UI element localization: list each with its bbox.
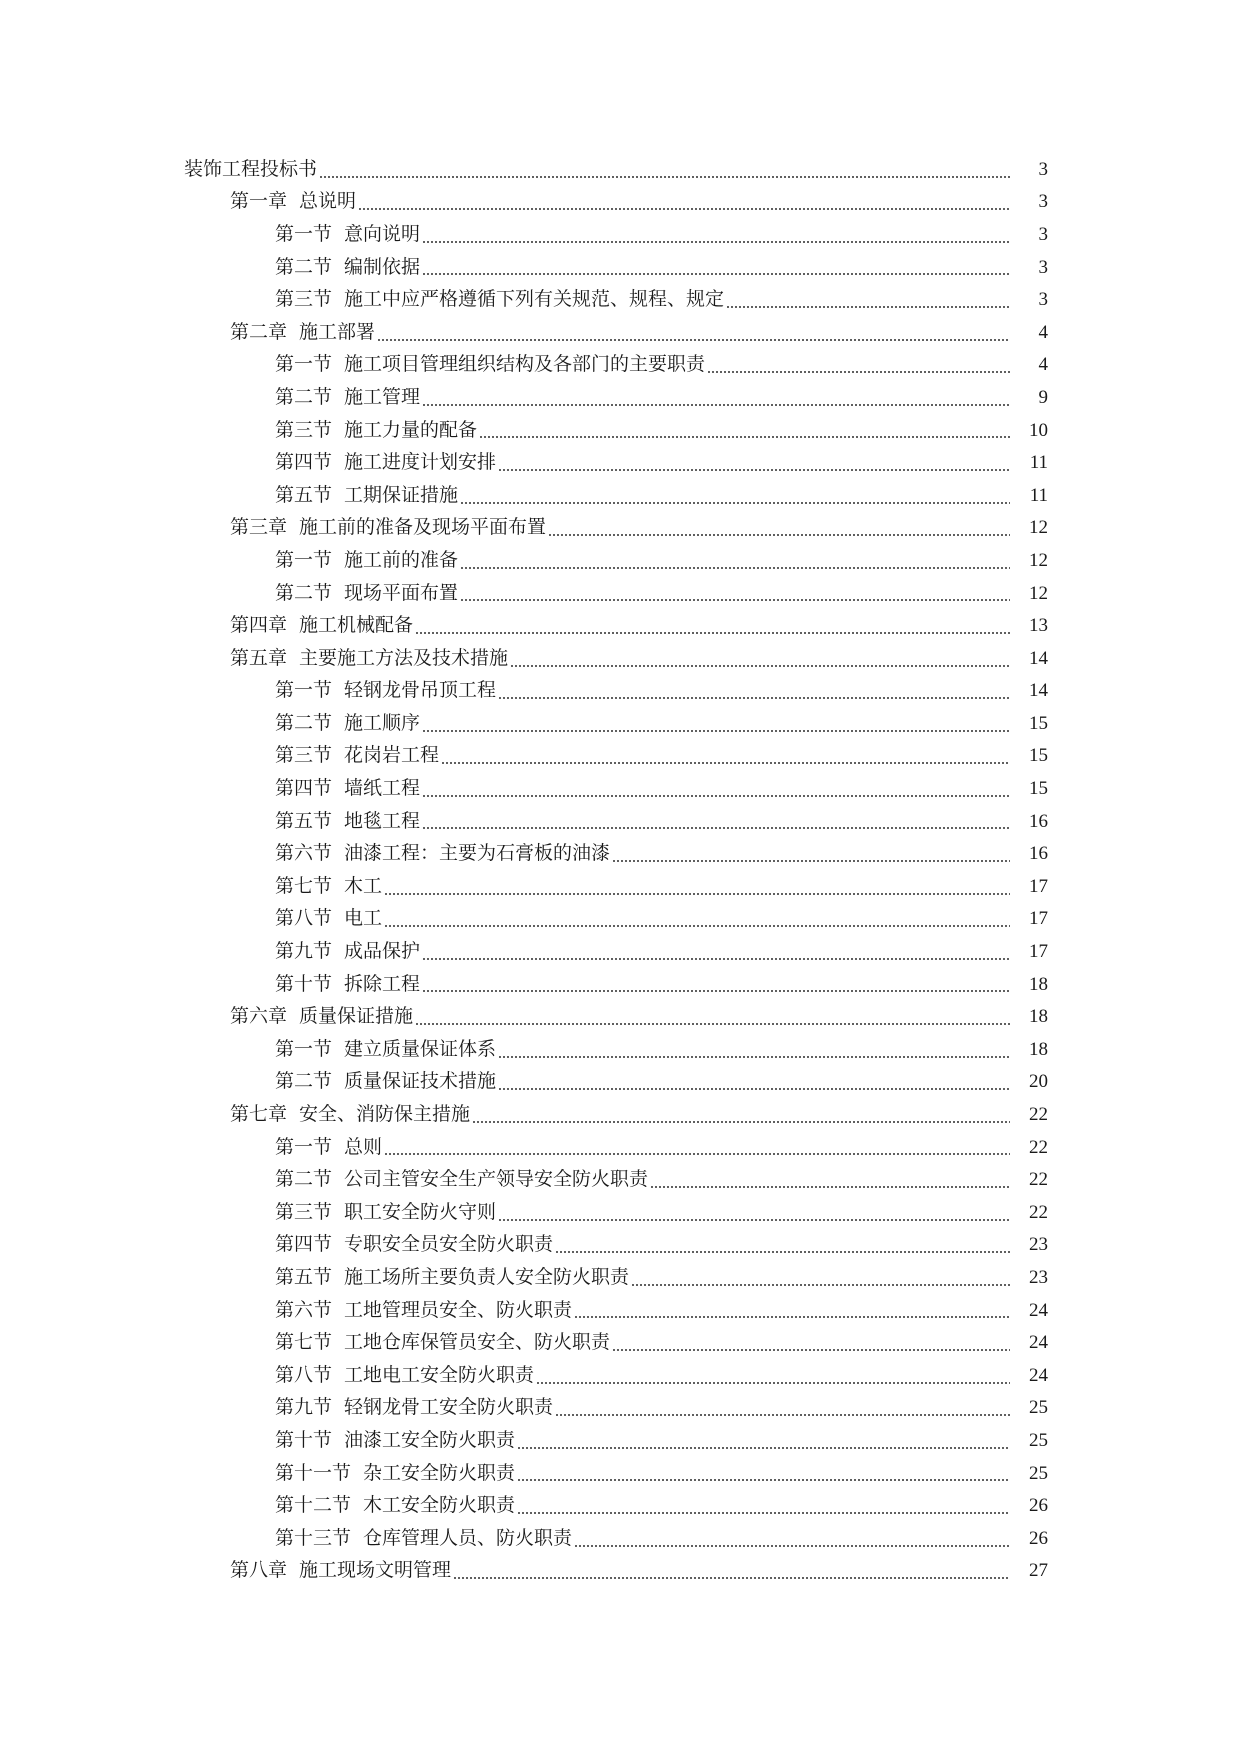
toc-entry-number: 第九节 xyxy=(275,940,333,963)
toc-page-number: 4 xyxy=(1038,321,1048,343)
toc-entry-number: 第七节 xyxy=(275,874,333,897)
toc-entry-title: 施工中应严格遵循下列有关规范、规程、规定 xyxy=(344,288,725,311)
toc-entry[interactable] xyxy=(0,577,1241,610)
toc-entry-number: 第三节 xyxy=(275,1200,333,1223)
toc-page-number: 24 xyxy=(1029,1299,1048,1321)
toc-page-number: 3 xyxy=(1038,256,1048,278)
toc-dot-leader xyxy=(517,1512,1010,1514)
toc-dot-leader xyxy=(517,1447,1010,1449)
toc-entry[interactable] xyxy=(0,805,1241,838)
toc-dot-leader xyxy=(650,1186,1010,1188)
toc-page-number: 25 xyxy=(1029,1397,1048,1419)
toc-dot-leader xyxy=(422,990,1010,992)
toc-entry[interactable] xyxy=(0,935,1241,968)
toc-entry-title: 工地管理员安全、防火职责 xyxy=(344,1298,573,1321)
toc-dot-leader xyxy=(422,958,1010,960)
toc-entry-title: 施工顺序 xyxy=(344,711,421,734)
toc-entry-title: 油漆工程：主要为石膏板的油漆 xyxy=(344,842,611,865)
toc-entry-number: 第十节 xyxy=(275,972,333,995)
toc-dot-leader xyxy=(548,534,1010,536)
toc-entry[interactable] xyxy=(0,772,1241,805)
toc-page-number: 15 xyxy=(1029,712,1048,734)
toc-page-number: 3 xyxy=(1038,223,1048,245)
toc-dot-leader xyxy=(422,404,1010,406)
toc-entry-title: 油漆工安全防火职责 xyxy=(344,1428,516,1451)
toc-page-number: 15 xyxy=(1029,745,1048,767)
toc-entry-title: 质量保证技术措施 xyxy=(344,1070,497,1093)
toc-page-number: 3 xyxy=(1038,191,1048,213)
toc-dot-leader xyxy=(498,1056,1010,1058)
toc-page-number: 3 xyxy=(1038,289,1048,311)
toc-entry-number: 第四节 xyxy=(275,1233,333,1256)
toc-entry-title: 杂工安全防火职责 xyxy=(363,1461,516,1484)
toc-entry[interactable] xyxy=(0,153,1241,186)
toc-entry-number: 第十二节 xyxy=(275,1494,352,1517)
toc-entry-number: 第二节 xyxy=(275,581,333,604)
toc-entry-number: 第二节 xyxy=(275,1168,333,1191)
toc-entry-title: 编制依据 xyxy=(344,255,421,278)
toc-dot-leader xyxy=(707,371,1010,373)
toc-page-number: 14 xyxy=(1029,680,1048,702)
toc-entry[interactable] xyxy=(0,218,1241,251)
toc-page-number: 16 xyxy=(1029,810,1048,832)
toc-entry[interactable] xyxy=(0,609,1241,642)
toc-entry[interactable] xyxy=(0,512,1241,545)
toc-dot-leader xyxy=(422,241,1010,243)
toc-entry-number: 第二节 xyxy=(275,711,333,734)
toc-entry-number: 第十一节 xyxy=(275,1461,352,1484)
toc-dot-leader xyxy=(555,1251,1010,1253)
toc-entry-number: 第一章 xyxy=(230,190,288,213)
toc-entry-title: 施工进度计划安排 xyxy=(344,451,497,474)
toc-entry[interactable] xyxy=(0,1229,1241,1262)
toc-dot-leader xyxy=(498,697,1010,699)
toc-entry-title: 施工场所主要负责人安全防火职责 xyxy=(344,1265,630,1288)
toc-page-number: 26 xyxy=(1029,1495,1048,1517)
toc-page-number: 22 xyxy=(1029,1136,1048,1158)
toc-dot-leader xyxy=(384,893,1010,895)
toc-page-number: 24 xyxy=(1029,1364,1048,1386)
toc-entry-title: 轻钢龙骨工安全防火职责 xyxy=(344,1396,554,1419)
toc-dot-leader xyxy=(422,273,1010,275)
toc-entry[interactable] xyxy=(0,1522,1241,1555)
toc-entry[interactable] xyxy=(0,186,1241,219)
toc-page-number: 15 xyxy=(1029,778,1048,800)
toc-entry[interactable] xyxy=(0,1326,1241,1359)
toc-entry-title: 专职安全员安全防火职责 xyxy=(344,1233,554,1256)
toc-page-number: 18 xyxy=(1029,973,1048,995)
toc-entry-title: 仓库管理人员、防火职责 xyxy=(363,1526,573,1549)
toc-page-number: 13 xyxy=(1029,615,1048,637)
toc-entry-title: 意向说明 xyxy=(344,222,421,245)
toc-page-number: 11 xyxy=(1029,484,1048,506)
toc-page-number: 17 xyxy=(1029,908,1048,930)
toc-page-number: 9 xyxy=(1038,386,1048,408)
toc-dot-leader xyxy=(498,469,1010,471)
toc-entry-title: 装饰工程投标书 xyxy=(184,157,318,180)
toc-entry-number: 第四节 xyxy=(275,777,333,800)
toc-entry[interactable] xyxy=(0,1131,1241,1164)
toc-entry[interactable] xyxy=(0,1261,1241,1294)
toc-entry[interactable] xyxy=(0,642,1241,675)
toc-entry[interactable] xyxy=(0,870,1241,903)
toc-entry-title: 工地仓库保管员安全、防火职责 xyxy=(344,1331,611,1354)
toc-entry-number: 第七节 xyxy=(275,1331,333,1354)
toc-dot-leader xyxy=(460,502,1010,504)
toc-entry[interactable] xyxy=(0,349,1241,382)
toc-entry[interactable] xyxy=(0,1163,1241,1196)
toc-dot-leader xyxy=(498,1219,1010,1221)
toc-entry-title: 施工现场文明管理 xyxy=(299,1559,452,1582)
toc-entry-number: 第五章 xyxy=(230,646,288,669)
toc-entry-number: 第六章 xyxy=(230,1005,288,1028)
toc-page-number: 23 xyxy=(1029,1266,1048,1288)
toc-page-number: 20 xyxy=(1029,1071,1048,1093)
toc-entry[interactable] xyxy=(0,707,1241,740)
toc-entry-title: 墙纸工程 xyxy=(344,777,421,800)
toc-entry[interactable] xyxy=(0,479,1241,512)
toc-dot-leader xyxy=(479,436,1010,438)
toc-page-number: 10 xyxy=(1029,419,1048,441)
toc-dot-leader xyxy=(574,1545,1010,1547)
toc-dot-leader xyxy=(358,208,1010,210)
toc-dot-leader xyxy=(460,567,1010,569)
toc-entry-number: 第六节 xyxy=(275,842,333,865)
toc-entry[interactable] xyxy=(0,1424,1241,1457)
toc-entry-title: 电工 xyxy=(344,907,383,930)
toc-entry-number: 第九节 xyxy=(275,1396,333,1419)
toc-entry[interactable] xyxy=(0,1392,1241,1425)
toc-entry-title: 主要施工方法及技术措施 xyxy=(299,646,509,669)
toc-dot-leader xyxy=(384,1153,1010,1155)
toc-dot-leader xyxy=(517,1479,1010,1481)
toc-page-number: 23 xyxy=(1029,1234,1048,1256)
toc-entry-number: 第一节 xyxy=(275,679,333,702)
table-of-contents xyxy=(0,153,1241,1587)
toc-entry-number: 第一节 xyxy=(275,1037,333,1060)
toc-dot-leader xyxy=(472,1121,1010,1123)
toc-entry-number: 第一节 xyxy=(275,353,333,376)
toc-dot-leader xyxy=(377,339,1010,341)
toc-dot-leader xyxy=(574,1316,1010,1318)
toc-dot-leader xyxy=(510,665,1010,667)
toc-entry[interactable] xyxy=(0,1489,1241,1522)
toc-entry[interactable] xyxy=(0,1457,1241,1490)
toc-entry-title: 施工力量的配备 xyxy=(344,418,478,441)
toc-entry-title: 公司主管安全生产领导安全防火职责 xyxy=(344,1168,649,1191)
toc-entry-number: 第五节 xyxy=(275,1265,333,1288)
toc-page-number: 4 xyxy=(1038,354,1048,376)
toc-entry-title: 施工管理 xyxy=(344,385,421,408)
toc-entry-title: 现场平面布置 xyxy=(344,581,459,604)
toc-entry[interactable] xyxy=(0,1033,1241,1066)
toc-page-number: 16 xyxy=(1029,843,1048,865)
toc-entry-number: 第十节 xyxy=(275,1428,333,1451)
toc-entry-number: 第七章 xyxy=(230,1103,288,1126)
toc-dot-leader xyxy=(441,762,1010,764)
toc-entry-number: 第二节 xyxy=(275,385,333,408)
toc-entry[interactable] xyxy=(0,446,1241,479)
toc-dot-leader xyxy=(631,1284,1010,1286)
toc-entry[interactable] xyxy=(0,837,1241,870)
toc-page-number: 22 xyxy=(1029,1201,1048,1223)
toc-dot-leader xyxy=(536,1382,1010,1384)
toc-page-number: 3 xyxy=(1038,158,1048,180)
toc-page-number: 11 xyxy=(1029,452,1048,474)
toc-entry-title: 施工机械配备 xyxy=(299,614,414,637)
toc-dot-leader xyxy=(415,632,1010,634)
toc-entry-number: 第六节 xyxy=(275,1298,333,1321)
toc-entry-number: 第十三节 xyxy=(275,1526,352,1549)
toc-entry-title: 职工安全防火守则 xyxy=(344,1200,497,1223)
toc-entry[interactable] xyxy=(0,740,1241,773)
toc-entry-number: 第三章 xyxy=(230,516,288,539)
toc-entry-title: 施工前的准备及现场平面布置 xyxy=(299,516,547,539)
toc-entry-title: 安全、消防保主措施 xyxy=(299,1103,471,1126)
toc-entry[interactable] xyxy=(0,414,1241,447)
toc-entry-title: 轻钢龙骨吊顶工程 xyxy=(344,679,497,702)
toc-page-number: 26 xyxy=(1029,1527,1048,1549)
toc-entry-number: 第五节 xyxy=(275,809,333,832)
toc-entry-number: 第二章 xyxy=(230,320,288,343)
toc-entry-title: 施工项目管理组织结构及各部门的主要职责 xyxy=(344,353,706,376)
toc-entry-number: 第八节 xyxy=(275,1363,333,1386)
toc-entry-number: 第二节 xyxy=(275,1070,333,1093)
toc-entry-number: 第二节 xyxy=(275,255,333,278)
toc-entry-number: 第五节 xyxy=(275,483,333,506)
toc-entry-title: 拆除工程 xyxy=(344,972,421,995)
toc-entry-number: 第四章 xyxy=(230,614,288,637)
toc-page-number: 12 xyxy=(1029,582,1048,604)
toc-entry[interactable] xyxy=(0,251,1241,284)
toc-entry-title: 地毯工程 xyxy=(344,809,421,832)
toc-entry-number: 第三节 xyxy=(275,288,333,311)
toc-entry[interactable] xyxy=(0,283,1241,316)
toc-dot-leader xyxy=(384,925,1010,927)
toc-dot-leader xyxy=(612,1349,1010,1351)
toc-page-number: 17 xyxy=(1029,941,1048,963)
toc-entry-title: 建立质量保证体系 xyxy=(344,1037,497,1060)
toc-page-number: 12 xyxy=(1029,549,1048,571)
toc-entry-number: 第四节 xyxy=(275,451,333,474)
toc-dot-leader xyxy=(319,176,1010,178)
toc-entry[interactable] xyxy=(0,1294,1241,1327)
toc-entry[interactable] xyxy=(0,1000,1241,1033)
toc-page-number: 27 xyxy=(1029,1560,1048,1582)
toc-dot-leader xyxy=(453,1577,1010,1579)
toc-page-number: 25 xyxy=(1029,1462,1048,1484)
toc-page-number: 18 xyxy=(1029,1038,1048,1060)
toc-entry-title: 木工 xyxy=(344,874,383,897)
toc-dot-leader xyxy=(612,860,1010,862)
toc-entry-title: 花岗岩工程 xyxy=(344,744,440,767)
toc-page-number: 18 xyxy=(1029,1006,1048,1028)
toc-entry[interactable] xyxy=(0,675,1241,708)
toc-entry-title: 总则 xyxy=(344,1135,383,1158)
toc-dot-leader xyxy=(726,306,1010,308)
toc-entry[interactable] xyxy=(0,316,1241,349)
toc-entry[interactable] xyxy=(0,903,1241,936)
toc-entry[interactable] xyxy=(0,1196,1241,1229)
toc-dot-leader xyxy=(422,795,1010,797)
toc-entry-title: 木工安全防火职责 xyxy=(363,1494,516,1517)
toc-page-number: 12 xyxy=(1029,517,1048,539)
toc-entry-title: 施工前的准备 xyxy=(344,548,459,571)
toc-dot-leader xyxy=(422,827,1010,829)
toc-entry-title: 总说明 xyxy=(299,190,357,213)
toc-entry-title: 工地电工安全防火职责 xyxy=(344,1363,535,1386)
toc-page-number: 22 xyxy=(1029,1169,1048,1191)
toc-entry[interactable] xyxy=(0,1066,1241,1099)
toc-entry[interactable] xyxy=(0,381,1241,414)
toc-entry-title: 工期保证措施 xyxy=(344,483,459,506)
toc-entry-title: 成品保护 xyxy=(344,940,421,963)
toc-page-number: 14 xyxy=(1029,647,1048,669)
toc-entry[interactable] xyxy=(0,1555,1241,1588)
toc-entry-title: 质量保证措施 xyxy=(299,1005,414,1028)
toc-dot-leader xyxy=(460,599,1010,601)
toc-dot-leader xyxy=(555,1414,1010,1416)
toc-entry-number: 第一节 xyxy=(275,548,333,571)
toc-entry-number: 第三节 xyxy=(275,744,333,767)
toc-page-number: 22 xyxy=(1029,1104,1048,1126)
toc-dot-leader xyxy=(422,730,1010,732)
toc-page-number: 17 xyxy=(1029,875,1048,897)
toc-entry-title: 施工部署 xyxy=(299,320,376,343)
toc-entry-number: 第一节 xyxy=(275,1135,333,1158)
toc-entry[interactable] xyxy=(0,968,1241,1001)
toc-entry[interactable] xyxy=(0,544,1241,577)
toc-page-number: 24 xyxy=(1029,1332,1048,1354)
toc-dot-leader xyxy=(498,1088,1010,1090)
toc-page-number: 25 xyxy=(1029,1429,1048,1451)
toc-entry-number: 第三节 xyxy=(275,418,333,441)
toc-entry[interactable] xyxy=(0,1359,1241,1392)
toc-entry-number: 第一节 xyxy=(275,222,333,245)
toc-entry-number: 第八章 xyxy=(230,1559,288,1582)
toc-entry[interactable] xyxy=(0,1098,1241,1131)
toc-dot-leader xyxy=(415,1023,1010,1025)
toc-entry-number: 第八节 xyxy=(275,907,333,930)
